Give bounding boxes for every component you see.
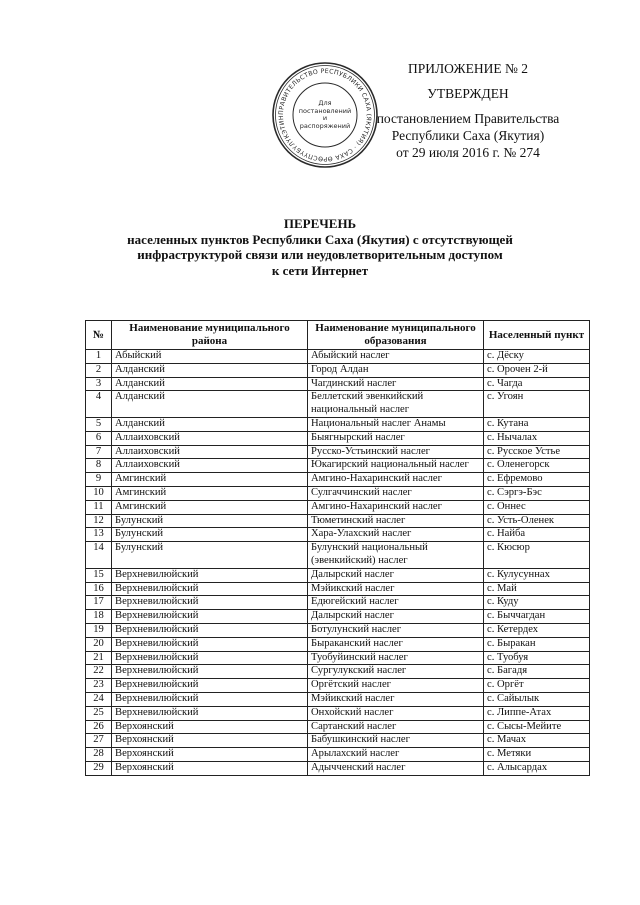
stamp-seal-graphic xyxy=(270,60,380,170)
table-header-row xyxy=(86,321,590,350)
table-row xyxy=(86,486,590,500)
document-title xyxy=(60,216,580,278)
settlement-cell: с. Кетердех xyxy=(484,623,590,637)
settlement-cell: с. Нычалах xyxy=(484,431,590,445)
title-heading: ПЕРЕЧЕНЬ xyxy=(283,216,357,231)
table-row xyxy=(86,417,590,431)
district-cell: Верхневилюйский xyxy=(112,568,308,582)
district-cell: Амгинский xyxy=(112,473,308,487)
municipality-cell: Национальный наслег Анамы xyxy=(308,417,484,431)
settlement-cell: с. Алысардах xyxy=(484,761,590,775)
row-number: 19 xyxy=(86,623,112,637)
municipality-cell: Тюметинский наслег xyxy=(308,514,484,528)
header-num: № xyxy=(86,321,112,350)
row-number: 24 xyxy=(86,692,112,706)
municipality-cell: Далырский наслег xyxy=(308,568,484,582)
municipality-cell: Сургулукский наслег xyxy=(308,665,484,679)
settlement-cell: с. Ефремово xyxy=(484,473,590,487)
row-number: 14 xyxy=(86,542,112,569)
settlement-cell: с. Сайылык xyxy=(484,692,590,706)
municipality-cell: Юкагирский национальный наслег xyxy=(308,459,484,473)
district-cell: Булунский xyxy=(112,528,308,542)
table-row xyxy=(86,637,590,651)
municipality-cell: Хара-Улахский наслег xyxy=(308,528,484,542)
settlement-cell: с. Усть-Оленек xyxy=(484,514,590,528)
table-row xyxy=(86,391,590,418)
municipality-cell: Город Алдан xyxy=(308,363,484,377)
settlements-table xyxy=(85,320,590,776)
municipality-cell: Мэйикский наслег xyxy=(308,582,484,596)
table-row xyxy=(86,459,590,473)
table-row xyxy=(86,748,590,762)
settlement-cell: с. Оргёт xyxy=(484,679,590,693)
row-number: 3 xyxy=(86,377,112,391)
settlement-cell: с. Русское Устье xyxy=(484,445,590,459)
district-cell: Амгинский xyxy=(112,500,308,514)
municipality-cell: Беллетский эвенкийский национальный наслег xyxy=(308,391,484,418)
approval-block xyxy=(368,60,568,161)
table-row xyxy=(86,431,590,445)
table-row xyxy=(86,651,590,665)
header-municipality: Наименование муниципального образования xyxy=(308,321,484,350)
table-row xyxy=(86,514,590,528)
table-row xyxy=(86,734,590,748)
district-cell: Верхневилюйский xyxy=(112,665,308,679)
district-cell: Верхневилюйский xyxy=(112,637,308,651)
row-number: 8 xyxy=(86,459,112,473)
district-cell: Верхневилюйский xyxy=(112,582,308,596)
district-cell: Верхневилюйский xyxy=(112,610,308,624)
municipality-cell: Ботулунский наслег xyxy=(308,623,484,637)
header-district: Наименование муниципального района xyxy=(112,321,308,350)
table-row xyxy=(86,610,590,624)
official-stamp xyxy=(270,60,380,170)
row-number: 27 xyxy=(86,734,112,748)
municipality-cell: Чагдинский наслег xyxy=(308,377,484,391)
settlement-cell: с. Быракан xyxy=(484,637,590,651)
row-number: 28 xyxy=(86,748,112,762)
district-cell: Абыйский xyxy=(112,350,308,364)
table-row xyxy=(86,720,590,734)
district-cell: Алданский xyxy=(112,377,308,391)
table-row xyxy=(86,542,590,569)
settlement-cell: с. Кулусуннах xyxy=(484,568,590,582)
table-row xyxy=(86,761,590,775)
header-settlement: Населенный пункт xyxy=(484,321,590,350)
table-row xyxy=(86,350,590,364)
table-row xyxy=(86,473,590,487)
settlement-cell: с. Сэргэ-Бэс xyxy=(484,486,590,500)
table-body xyxy=(86,350,590,776)
municipality-cell: Булунский национальный (эвенкийский) наслег xyxy=(308,542,484,569)
title-line-4: к сети Интернет xyxy=(271,262,369,278)
settlement-cell: с. Май xyxy=(484,582,590,596)
settlement-cell: с. Чагда xyxy=(484,377,590,391)
row-number: 15 xyxy=(86,568,112,582)
municipality-cell: Абыйский наслег xyxy=(308,350,484,364)
settlement-cell: с. Мачах xyxy=(484,734,590,748)
settlement-cell: с. Багадя xyxy=(484,665,590,679)
table-row xyxy=(86,568,590,582)
district-cell: Верхоянский xyxy=(112,720,308,734)
municipality-cell: Арылахский наслег xyxy=(308,748,484,762)
settlement-cell: с. Липпе-Атах xyxy=(484,706,590,720)
district-cell: Верхоянский xyxy=(112,761,308,775)
settlement-cell: с. Орочен 2-й xyxy=(484,363,590,377)
district-cell: Верхневилюйский xyxy=(112,623,308,637)
row-number: 17 xyxy=(86,596,112,610)
table-row xyxy=(86,623,590,637)
row-number: 18 xyxy=(86,610,112,624)
row-number: 11 xyxy=(86,500,112,514)
table-row xyxy=(86,679,590,693)
district-cell: Алданский xyxy=(112,391,308,418)
row-number: 6 xyxy=(86,431,112,445)
municipality-cell: Быраканский наслег xyxy=(308,637,484,651)
row-number: 9 xyxy=(86,473,112,487)
settlement-cell: с. Метяки xyxy=(484,748,590,762)
district-cell: Алданский xyxy=(112,363,308,377)
municipality-cell: Оргётский наслег xyxy=(308,679,484,693)
row-number: 1 xyxy=(86,350,112,364)
row-number: 13 xyxy=(86,528,112,542)
settlement-cell: с. Кюсюр xyxy=(484,542,590,569)
row-number: 23 xyxy=(86,679,112,693)
municipality-cell: Адычченский наслег xyxy=(308,761,484,775)
row-number: 25 xyxy=(86,706,112,720)
settlement-cell: с. Дёску xyxy=(484,350,590,364)
district-cell: Верхоянский xyxy=(112,734,308,748)
municipality-cell: Амгино-Нахаринский наслег xyxy=(308,500,484,514)
table-row xyxy=(86,706,590,720)
approval-line-3: от 29 июля 2016 г. № 274 xyxy=(396,145,540,160)
table-row xyxy=(86,692,590,706)
municipality-cell: Быягнырский наслег xyxy=(308,431,484,445)
municipality-cell: Русско-Устьинский наслег xyxy=(308,445,484,459)
row-number: 7 xyxy=(86,445,112,459)
municipality-cell: Сулгаччинский наслег xyxy=(308,486,484,500)
title-line-2: населенных пунктов Республики Саха (Якутия) с отсутствующей xyxy=(127,231,513,247)
table-row xyxy=(86,528,590,542)
municipality-cell: Едюгейский наслег xyxy=(308,596,484,610)
approval-line-1: постановлением Правительства xyxy=(376,111,560,126)
district-cell: Аллаиховский xyxy=(112,459,308,473)
municipality-cell: Бабушкинский наслег xyxy=(308,734,484,748)
row-number: 2 xyxy=(86,363,112,377)
table-row xyxy=(86,596,590,610)
settlement-cell: с. Оленегорск xyxy=(484,459,590,473)
table-row xyxy=(86,363,590,377)
table-row xyxy=(86,377,590,391)
table-row xyxy=(86,582,590,596)
settlement-cell: с. Быччагдан xyxy=(484,610,590,624)
district-cell: Верхневилюйский xyxy=(112,596,308,610)
district-cell: Булунский xyxy=(112,542,308,569)
appendix-label: ПРИЛОЖЕНИЕ № 2 xyxy=(407,61,529,76)
settlement-cell: с. Туобуя xyxy=(484,651,590,665)
district-cell: Верхневилюйский xyxy=(112,692,308,706)
district-cell: Аллаиховский xyxy=(112,445,308,459)
stamp-center-text: Для постановлений и распоряжений xyxy=(298,100,352,130)
table-row xyxy=(86,500,590,514)
approved-label: УТВЕРЖДЕН xyxy=(427,86,509,101)
table-row xyxy=(86,445,590,459)
settlement-cell: с. Куду xyxy=(484,596,590,610)
municipality-cell: Онхойский наслег xyxy=(308,706,484,720)
district-cell: Булунский xyxy=(112,514,308,528)
settlement-cell: с. Сысы-Мейите xyxy=(484,720,590,734)
row-number: 20 xyxy=(86,637,112,651)
row-number: 26 xyxy=(86,720,112,734)
district-cell: Амгинский xyxy=(112,486,308,500)
municipality-cell: Амгино-Нахаринский наслег xyxy=(308,473,484,487)
row-number: 16 xyxy=(86,582,112,596)
district-cell: Верхоянский xyxy=(112,748,308,762)
row-number: 22 xyxy=(86,665,112,679)
table-row xyxy=(86,665,590,679)
settlement-cell: с. Угоян xyxy=(484,391,590,418)
municipality-cell: Туобуйинский наслег xyxy=(308,651,484,665)
settlement-cell: с. Оннес xyxy=(484,500,590,514)
district-cell: Аллаиховский xyxy=(112,431,308,445)
row-number: 29 xyxy=(86,761,112,775)
district-cell: Верхневилюйский xyxy=(112,706,308,720)
settlement-cell: с. Найба xyxy=(484,528,590,542)
row-number: 5 xyxy=(86,417,112,431)
district-cell: Верхневилюйский xyxy=(112,679,308,693)
row-number: 4 xyxy=(86,391,112,418)
district-cell: Верхневилюйский xyxy=(112,651,308,665)
row-number: 10 xyxy=(86,486,112,500)
row-number: 21 xyxy=(86,651,112,665)
settlement-cell: с. Кутана xyxy=(484,417,590,431)
title-line-3: инфраструктурой связи или неудовлетворительным доступом xyxy=(137,247,503,262)
approval-line-2: Республики Саха (Якутия) xyxy=(391,128,545,143)
municipality-cell: Сартанский наслег xyxy=(308,720,484,734)
municipality-cell: Далырский наслег xyxy=(308,610,484,624)
row-number: 12 xyxy=(86,514,112,528)
stamp-ring-text: ПРАВИТЕЛЬСТВО РЕСПУБЛИКИ САХА (ЯКУТИЯ) · САХА ӨРӨСПҮҮБҮЛҮКЭТИН xyxy=(277,67,373,163)
municipality-cell: Мэйикский наслег xyxy=(308,692,484,706)
district-cell: Алданский xyxy=(112,417,308,431)
